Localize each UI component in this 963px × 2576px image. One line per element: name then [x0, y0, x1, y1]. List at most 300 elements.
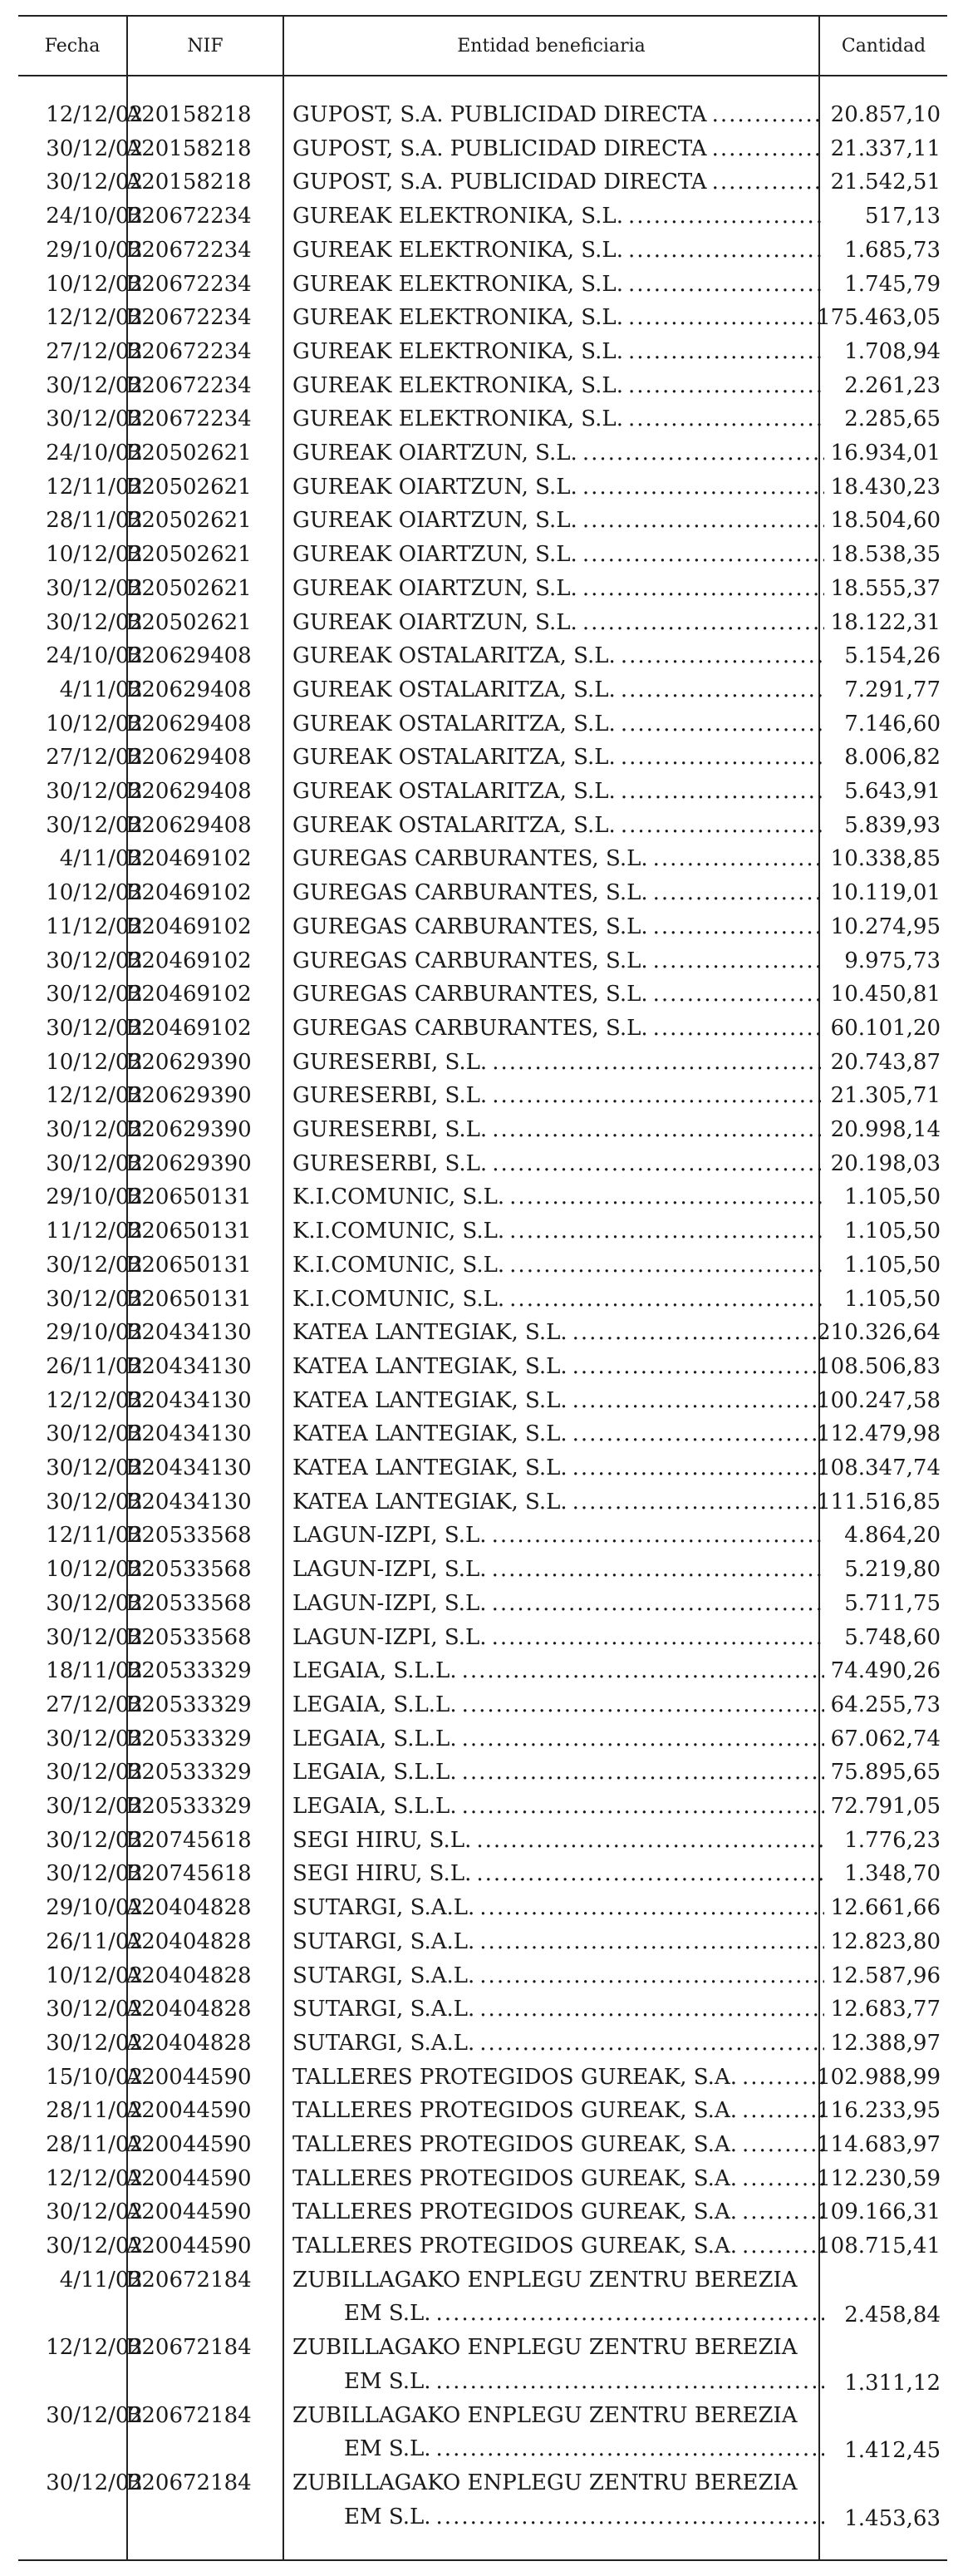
nif-cell: B20745618: [125, 1827, 252, 1853]
cantidad-cell: 21.542,51: [830, 170, 941, 195]
fecha-cell: 4/11/02: [59, 846, 143, 872]
entidad-cell: [292, 199, 824, 233]
entidad-cell: [292, 1722, 824, 1756]
table-row: [18, 268, 947, 302]
cantidad-cell: 8.006,82: [844, 745, 941, 771]
entidad-name: LAGUN-IZPI, S.L.: [292, 1557, 487, 1583]
entidad-name: LEGAIA, S.L.L.: [292, 1726, 457, 1751]
cantidad-cell: 12.683,77: [830, 1997, 941, 2022]
entidad-cell: [292, 268, 824, 301]
table-row: [18, 1756, 947, 1790]
entidad-cell: [292, 436, 824, 470]
cantidad-cell: 1.453,63: [844, 2505, 941, 2531]
entidad-cell: [292, 1417, 824, 1451]
fecha-cell: 27/12/02: [46, 338, 143, 364]
cantidad-cell: 74.490,26: [830, 1658, 941, 1684]
table-row: [18, 673, 947, 707]
entidad-name: SUTARGI, S.A.L.: [292, 1997, 475, 2022]
table-row: [18, 2399, 947, 2466]
dot-leader: [462, 1654, 824, 1687]
fecha-cell: 30/12/02: [46, 1286, 143, 1312]
entidad-cell: [292, 1756, 824, 1789]
entidad-cell: [292, 402, 824, 436]
table-row: [18, 910, 947, 944]
table-row: [18, 2128, 947, 2162]
entidad-cell: [292, 1891, 824, 1924]
entidad-cell: [292, 165, 824, 199]
table-row: [18, 809, 947, 843]
entidad-cell: [292, 1249, 824, 1282]
table-row: [18, 436, 947, 470]
cantidad-cell: 109.166,31: [817, 2199, 941, 2225]
entidad-name: GUREAK OSTALARITZA, S.L.: [292, 779, 616, 804]
nif-cell: A20404828: [125, 1963, 252, 1988]
dot-leader: [572, 1384, 824, 1417]
entidad-cell: [292, 301, 824, 334]
nif-cell: B20672234: [125, 305, 252, 331]
entidad-name: SUTARGI, S.A.L.: [292, 1928, 475, 1954]
fecha-cell: 11/12/02: [46, 1219, 143, 1244]
table-row: [18, 1046, 947, 1080]
cantidad-cell: 112.230,59: [817, 2165, 941, 2191]
entidad-cell: [292, 775, 824, 808]
entidad-cell: [292, 1857, 824, 1890]
entidad-cell: [292, 1046, 824, 1079]
dot-leader: [492, 1553, 824, 1586]
entidad-name: GURESERBI, S.L.: [292, 1117, 488, 1142]
table-row: [18, 1012, 947, 1046]
entidad-cell: [292, 504, 824, 537]
entidad-cell: [292, 132, 824, 165]
fecha-cell: 30/12/02: [46, 1997, 143, 2022]
entidad-name: LAGUN-IZPI, S.L.: [292, 1624, 487, 1650]
fecha-cell: 27/12/02: [46, 745, 143, 771]
cantidad-cell: 12.388,97: [830, 2030, 941, 2056]
nif-cell: B20434130: [125, 1320, 252, 1346]
entidad-cell: [292, 842, 824, 875]
fecha-cell: 30/12/02: [46, 779, 143, 804]
fecha-cell: 28/11/02: [46, 508, 143, 534]
entidad-name: SEGI HIRU, S.L.: [292, 1827, 472, 1853]
entidad-name: GUREAK ELEKTRONIKA, S.L.: [292, 271, 623, 297]
fecha-cell: 11/12/02: [46, 914, 143, 939]
entidad-cell: [292, 1214, 824, 1248]
table-row: [18, 1857, 947, 1891]
fecha-cell: 30/12/02: [46, 609, 143, 635]
table-row: [18, 1654, 947, 1688]
entidad-cell: [292, 572, 824, 605]
dot-leader: [572, 1485, 824, 1519]
cantidad-cell: 175.463,05: [817, 305, 941, 331]
table-row: [18, 1485, 947, 1519]
cantidad-cell: 1.311,12: [844, 2370, 941, 2396]
dot-leader: [628, 301, 824, 334]
cantidad-cell: 10.338,85: [830, 846, 941, 872]
cantidad-cell: 108.506,83: [817, 1353, 941, 1379]
dot-leader: [479, 1992, 824, 2026]
entidad-cell: [292, 606, 824, 639]
entidad-name: GUREAK ELEKTRONIKA, S.L.: [292, 406, 623, 432]
fecha-cell: 30/12/02: [46, 2199, 143, 2225]
dot-leader: [509, 1180, 824, 1214]
nif-cell: B20469102: [125, 914, 252, 939]
dot-leader: [572, 1417, 824, 1451]
cantidad-cell: 1.708,94: [844, 338, 941, 364]
nif-cell: B20629408: [125, 643, 252, 669]
entidad-cell: [292, 2128, 824, 2161]
entidad-continuation: [344, 2365, 824, 2398]
entidad-name: GUREAK OIARTZUN, S.L.: [292, 575, 577, 601]
dot-leader: [582, 606, 824, 639]
table-row: [18, 775, 947, 809]
fecha-cell: 29/10/02: [46, 1895, 143, 1921]
entidad-name: LAGUN-IZPI, S.L.: [292, 1590, 487, 1616]
table-row: [18, 1959, 947, 1993]
table-row: [18, 1722, 947, 1756]
entidad-cell: [292, 1113, 824, 1146]
entidad-cell: [292, 639, 824, 672]
table-row: [18, 1688, 947, 1722]
nif-cell: B20533568: [125, 1557, 252, 1583]
nif-cell: B20629408: [125, 711, 252, 736]
entidad-name-line2: EM S.L.: [344, 2301, 431, 2327]
dot-leader: [436, 2432, 824, 2465]
entidad-cell: [292, 1283, 824, 1316]
cantidad-cell: 1.105,50: [844, 1185, 941, 1210]
entidad-name: LEGAIA, S.L.L.: [292, 1692, 457, 1717]
entidad-cell: [292, 1553, 824, 1586]
entidad-name: GUREAK OIARTZUN, S.L.: [292, 474, 577, 500]
fecha-cell: 26/11/02: [46, 1353, 143, 1379]
fecha-cell: 30/12/02: [46, 1861, 143, 1887]
fecha-cell: 30/12/02: [46, 1760, 143, 1785]
entidad-cell: [292, 876, 824, 909]
dot-leader: [492, 1587, 824, 1620]
nif-cell: A20044590: [125, 2098, 252, 2124]
nif-cell: B20650131: [125, 1252, 252, 1278]
nif-cell: B20469102: [125, 948, 252, 973]
fecha-cell: 30/12/02: [46, 812, 143, 838]
entidad-cell: [292, 2027, 824, 2060]
entidad-name: LEGAIA, S.L.L.: [292, 1794, 457, 1819]
entidad-cell: [292, 809, 824, 842]
nif-cell: B20629390: [125, 1117, 252, 1142]
table-row: [18, 1417, 947, 1451]
table-row: [18, 1316, 947, 1350]
table-row: [18, 98, 947, 132]
table-row: [18, 402, 947, 436]
fecha-cell: 18/11/02: [46, 1658, 143, 1684]
dot-leader: [653, 1012, 824, 1045]
cantidad-cell: 5.839,93: [844, 812, 941, 838]
table-row: [18, 1621, 947, 1655]
table-row: [18, 1350, 947, 1384]
entidad-cell: [292, 1316, 824, 1349]
fecha-cell: 10/12/02: [46, 880, 143, 906]
table-row: [18, 2229, 947, 2263]
entidad-name: TALLERES PROTEGIDOS GUREAK, S.A.: [292, 2199, 737, 2225]
nif-cell: B20469102: [125, 846, 252, 872]
dot-leader: [509, 1249, 824, 1282]
entidad-name: GUREAK OIARTZUN, S.L.: [292, 508, 577, 534]
table-row: [18, 199, 947, 234]
nif-cell: B20672234: [125, 271, 252, 297]
fecha-cell: 30/12/02: [46, 135, 143, 161]
cantidad-cell: 210.326,64: [817, 1320, 941, 1346]
table-row: [18, 2195, 947, 2229]
cantidad-cell: 114.683,97: [817, 2132, 941, 2157]
nif-cell: B20533329: [125, 1726, 252, 1751]
entidad-name: LEGAIA, S.L.L.: [292, 1760, 457, 1785]
entidad-name: GUREAK OIARTZUN, S.L.: [292, 542, 577, 568]
fecha-cell: 30/12/02: [46, 1489, 143, 1515]
cantidad-cell: 5.154,26: [844, 643, 941, 669]
nif-cell: B20650131: [125, 1185, 252, 1210]
dot-leader: [742, 2061, 824, 2094]
nif-cell: B20533329: [125, 1794, 252, 1819]
entidad-cell: ZUBILLAGAKO ENPLEGU ZENTRU BEREZIA: [292, 2267, 798, 2293]
fecha-cell: 30/12/02: [46, 1794, 143, 1819]
cantidad-cell: 1.685,73: [844, 237, 941, 263]
fecha-cell: 10/12/02: [46, 542, 143, 568]
dot-leader: [462, 1688, 824, 1721]
nif-cell: B20672184: [125, 2470, 252, 2495]
nif-cell: A20044590: [125, 2199, 252, 2225]
entidad-cell: [292, 1688, 824, 1721]
nif-cell: B20629390: [125, 1049, 252, 1075]
entidad-name: SUTARGI, S.A.L.: [292, 1895, 475, 1921]
fecha-cell: 12/12/02: [46, 2335, 143, 2361]
table-row: [18, 842, 947, 876]
dot-leader: [653, 876, 824, 909]
cantidad-cell: 75.895,65: [830, 1760, 941, 1785]
nif-cell: B20434130: [125, 1353, 252, 1379]
fecha-cell: 10/12/02: [46, 271, 143, 297]
entidad-name: LEGAIA, S.L.L.: [292, 1658, 457, 1684]
nif-cell: B20672234: [125, 338, 252, 364]
dot-leader: [462, 1790, 824, 1823]
fecha-cell: 4/11/02: [59, 2267, 143, 2293]
cantidad-cell: 21.337,11: [830, 135, 941, 161]
dot-leader: [582, 470, 824, 504]
table-row: [18, 470, 947, 505]
fecha-cell: 30/12/02: [46, 1827, 143, 1853]
dot-leader: [628, 402, 824, 436]
header-entidad: Entidad beneficiaria: [457, 35, 646, 57]
entidad-name: TALLERES PROTEGIDOS GUREAK, S.A.: [292, 2132, 737, 2157]
cantidad-cell: 18.122,31: [830, 609, 941, 635]
entidad-cell: [292, 1654, 824, 1687]
fecha-cell: 30/12/02: [46, 406, 143, 432]
fecha-cell: 24/10/02: [46, 204, 143, 229]
table-row: [18, 165, 947, 199]
entidad-name: GURESERBI, S.L.: [292, 1049, 488, 1075]
entidad-name: GUREGAS CARBURANTES, S.L.: [292, 880, 648, 906]
table-row: [18, 1147, 947, 1181]
entidad-name: KATEA LANTEGIAK, S.L.: [292, 1387, 567, 1413]
nif-cell: A20158218: [125, 170, 252, 195]
dot-leader: [492, 1147, 824, 1180]
dot-leader: [742, 2229, 824, 2263]
table-row: [18, 978, 947, 1012]
entidad-name: GUREGAS CARBURANTES, S.L.: [292, 948, 648, 973]
table-row: [18, 132, 947, 166]
entidad-name: KATEA LANTEGIAK, S.L.: [292, 1320, 567, 1346]
fecha-cell: 29/10/02: [46, 237, 143, 263]
fecha-cell: 24/10/02: [46, 643, 143, 669]
cantidad-cell: 18.538,35: [830, 542, 941, 568]
entidad-cell: [292, 2162, 824, 2195]
dot-leader: [742, 2094, 824, 2127]
fecha-cell: 30/12/02: [46, 2030, 143, 2056]
entidad-name-line2: EM S.L.: [344, 2436, 431, 2462]
fecha-cell: 30/12/02: [46, 1252, 143, 1278]
entidad-name: GUREAK OSTALARITZA, S.L.: [292, 677, 616, 702]
nif-cell: B20672184: [125, 2335, 252, 2361]
dot-leader: [476, 1824, 824, 1857]
table-row: [18, 2094, 947, 2128]
cantidad-cell: 1.412,45: [844, 2438, 941, 2464]
fecha-cell: 30/12/02: [46, 1726, 143, 1751]
dot-leader: [436, 2500, 824, 2534]
fecha-cell: 30/12/02: [46, 1150, 143, 1176]
entidad-name: KATEA LANTEGIAK, S.L.: [292, 1353, 567, 1379]
entidad-cell: [292, 673, 824, 707]
fecha-cell: 30/12/02: [46, 170, 143, 195]
dot-leader: [582, 572, 824, 605]
dot-leader: [582, 538, 824, 571]
entidad-cell: [292, 470, 824, 504]
table-bottom-rule: [18, 2559, 947, 2561]
entidad-cell: [292, 98, 824, 131]
fecha-cell: 30/12/02: [46, 2470, 143, 2495]
dot-leader: [572, 1451, 824, 1485]
entidad-name: TALLERES PROTEGIDOS GUREAK, S.A.: [292, 2165, 737, 2191]
nif-cell: B20469102: [125, 1015, 252, 1041]
entidad-name: GUREAK OSTALARITZA, S.L.: [292, 745, 616, 771]
fecha-cell: 26/11/02: [46, 1928, 143, 1954]
fecha-cell: 10/12/02: [46, 1963, 143, 1988]
cantidad-cell: 10.450,81: [830, 982, 941, 1007]
entidad-cell: [292, 1350, 824, 1383]
dot-leader: [712, 132, 824, 165]
entidad-name-line2: EM S.L.: [344, 2368, 431, 2394]
cantidad-cell: 1.105,50: [844, 1252, 941, 1278]
dot-leader: [492, 1079, 824, 1112]
dot-leader: [628, 234, 824, 267]
table-row: [18, 944, 947, 978]
entidad-cell: ZUBILLAGAKO ENPLEGU ZENTRU BEREZIA: [292, 2470, 798, 2495]
fecha-cell: 30/12/02: [46, 1117, 143, 1142]
cantidad-cell: 112.479,98: [817, 1421, 941, 1447]
dot-leader: [509, 1214, 824, 1248]
cantidad-cell: 20.743,87: [830, 1049, 941, 1075]
entidad-continuation: [344, 2500, 824, 2534]
dot-leader: [653, 978, 824, 1011]
cantidad-cell: 67.062,74: [830, 1726, 941, 1751]
dot-leader: [712, 98, 824, 131]
nif-cell: B20533329: [125, 1692, 252, 1717]
dot-leader: [653, 842, 824, 875]
table-row: [18, 1283, 947, 1317]
nif-cell: B20469102: [125, 880, 252, 906]
dot-leader: [492, 1519, 824, 1552]
fecha-cell: 12/12/02: [46, 2165, 143, 2191]
table-row: [18, 1891, 947, 1925]
entidad-cell: [292, 1519, 824, 1552]
dot-leader: [653, 944, 824, 978]
entidad-name: TALLERES PROTEGIDOS GUREAK, S.A.: [292, 2098, 737, 2124]
table-row: [18, 2466, 947, 2534]
nif-cell: A20044590: [125, 2165, 252, 2191]
entidad-cell: [292, 2061, 824, 2094]
cantidad-cell: 2.458,84: [844, 2303, 941, 2328]
entidad-cell: [292, 1147, 824, 1180]
entidad-cell: [292, 741, 824, 774]
cantidad-cell: 116.233,95: [817, 2098, 941, 2124]
dot-leader: [582, 436, 824, 470]
dot-leader: [492, 1113, 824, 1146]
nif-cell: A20044590: [125, 2234, 252, 2259]
entidad-name: GUREAK OIARTZUN, S.L.: [292, 609, 577, 635]
nif-cell: B20469102: [125, 982, 252, 1007]
entidad-name: GUREAK ELEKTRONIKA, S.L.: [292, 372, 623, 398]
nif-cell: B20533568: [125, 1590, 252, 1616]
entidad-cell: [292, 1925, 824, 1958]
table-row: [18, 2162, 947, 2196]
dot-leader: [436, 2365, 824, 2398]
cantidad-cell: 517,13: [865, 204, 941, 229]
cantidad-cell: 9.975,73: [844, 948, 941, 973]
dot-leader: [621, 741, 824, 774]
cantidad-cell: 64.255,73: [830, 1692, 941, 1717]
header-nif: NIF: [187, 35, 224, 57]
cantidad-cell: 7.146,60: [844, 711, 941, 736]
table-row: [18, 2263, 947, 2331]
nif-cell: B20672184: [125, 2402, 252, 2428]
nif-cell: B20672234: [125, 372, 252, 398]
entidad-name: GUREAK ELEKTRONIKA, S.L.: [292, 338, 623, 364]
entidad-cell: [292, 707, 824, 741]
nif-cell: A20404828: [125, 1895, 252, 1921]
fecha-cell: 30/12/02: [46, 982, 143, 1007]
entidad-name: GUREGAS CARBURANTES, S.L.: [292, 1015, 648, 1041]
entidad-name: GUREGAS CARBURANTES, S.L.: [292, 982, 648, 1007]
nif-cell: A20044590: [125, 2064, 252, 2090]
cantidad-cell: 108.715,41: [817, 2234, 941, 2259]
nif-cell: A20404828: [125, 2030, 252, 2056]
table-row: [18, 2061, 947, 2095]
entidad-name: KATEA LANTEGIAK, S.L.: [292, 1455, 567, 1480]
entidad-cell: [292, 978, 824, 1011]
cantidad-cell: 72.791,05: [830, 1794, 941, 1819]
cantidad-cell: 20.198,03: [830, 1150, 941, 1176]
table-row: [18, 639, 947, 673]
fecha-cell: 30/12/02: [46, 1421, 143, 1447]
cantidad-cell: 12.661,66: [830, 1895, 941, 1921]
nif-cell: B20502621: [125, 508, 252, 534]
cantidad-cell: 108.347,74: [817, 1455, 941, 1480]
entidad-cell: [292, 1079, 824, 1112]
entidad-cell: [292, 1790, 824, 1823]
dot-leader: [621, 809, 824, 842]
nif-cell: B20533568: [125, 1523, 252, 1549]
fecha-cell: 24/10/02: [46, 441, 143, 465]
table-row: [18, 2027, 947, 2061]
fecha-cell: 12/11/02: [46, 1523, 143, 1549]
entidad-name: K.I.COMUNIC, S.L.: [292, 1252, 505, 1278]
entidad-cell: [292, 1621, 824, 1654]
